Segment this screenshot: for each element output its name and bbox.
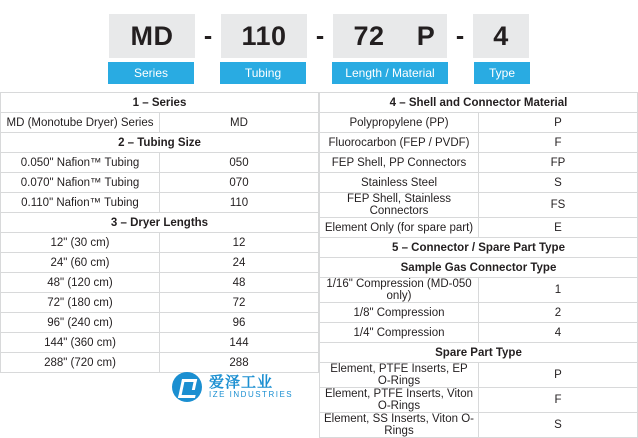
right-column xyxy=(319,92,638,438)
row-code: 4 xyxy=(479,323,638,343)
label-type: Type xyxy=(474,62,530,84)
label-gap-1 xyxy=(194,62,220,84)
table-row xyxy=(320,323,638,343)
table-row xyxy=(1,193,319,213)
row-code: 110 xyxy=(160,193,319,213)
table-row xyxy=(320,173,638,193)
row-code: FP xyxy=(479,153,638,173)
table-row xyxy=(320,113,638,133)
row-desc: 12" (30 cm) xyxy=(1,233,160,253)
left-column xyxy=(0,92,319,373)
row-code: 24 xyxy=(160,253,319,273)
row-code: S xyxy=(479,413,638,438)
left-table xyxy=(0,92,319,373)
table-row xyxy=(1,293,319,313)
row-desc: Stainless Steel xyxy=(320,173,479,193)
part-number-label-row xyxy=(0,62,638,84)
table-row xyxy=(1,353,319,373)
code-material: P xyxy=(405,14,447,58)
section-header-dryer-lengths: 3 – Dryer Lengths xyxy=(1,213,319,233)
section-header-tubing-size: 2 – Tubing Size xyxy=(1,133,319,153)
row-desc: 0.110" Nafion™ Tubing xyxy=(1,193,160,213)
row-desc: 96" (240 cm) xyxy=(1,313,160,333)
table-row xyxy=(1,313,319,333)
table-row xyxy=(320,153,638,173)
part-number-code-row xyxy=(0,14,638,58)
row-code: 144 xyxy=(160,333,319,353)
row-code: 48 xyxy=(160,273,319,293)
code-dash-3: - xyxy=(455,21,465,50)
code-type: 4 xyxy=(473,14,529,58)
code-tubing: 110 xyxy=(221,14,307,58)
code-series: MD xyxy=(109,14,195,58)
table-row xyxy=(320,303,638,323)
section-header-connector-spare-part-type: 5 – Connector / Spare Part Type xyxy=(320,238,638,258)
row-desc: 24" (60 cm) xyxy=(1,253,160,273)
row-desc: Element Only (for spare part) xyxy=(320,218,479,238)
row-code: F xyxy=(479,388,638,413)
table-row xyxy=(1,173,319,193)
right-table xyxy=(319,92,638,438)
row-desc: 72" (180 cm) xyxy=(1,293,160,313)
section-header-row xyxy=(320,93,638,113)
code-dash-1: - xyxy=(203,21,213,50)
row-code: E xyxy=(479,218,638,238)
table-row xyxy=(1,273,319,293)
table-row xyxy=(320,133,638,153)
row-code: 050 xyxy=(160,153,319,173)
label-gap-3 xyxy=(448,62,474,84)
subsection-header-spare-part-type: Spare Part Type xyxy=(320,343,638,363)
subsection-header-sample-gas-connector-type: Sample Gas Connector Type xyxy=(320,258,638,278)
section-header-row xyxy=(1,93,319,113)
row-code: 12 xyxy=(160,233,319,253)
row-desc: 0.050" Nafion™ Tubing xyxy=(1,153,160,173)
table-row xyxy=(320,218,638,238)
subsection-header-row xyxy=(320,258,638,278)
row-code: MD xyxy=(160,113,319,133)
row-desc: Fluorocarbon (FEP / PVDF) xyxy=(320,133,479,153)
label-gap-2 xyxy=(306,62,332,84)
part-number-builder xyxy=(0,0,638,92)
label-tubing: Tubing xyxy=(220,62,306,84)
code-length: 72 xyxy=(333,14,405,58)
code-dash-2: - xyxy=(315,21,325,50)
row-desc: Polypropylene (PP) xyxy=(320,113,479,133)
section-header-shell-connector-material: 4 – Shell and Connector Material xyxy=(320,93,638,113)
row-desc: 1/16" Compression (MD-050 only) xyxy=(320,278,479,303)
row-code: 72 xyxy=(160,293,319,313)
row-desc: FEP Shell, PP Connectors xyxy=(320,153,479,173)
row-desc: 288" (720 cm) xyxy=(1,353,160,373)
row-code: S xyxy=(479,173,638,193)
row-desc: 1/4" Compression xyxy=(320,323,479,343)
section-header-series: 1 – Series xyxy=(1,93,319,113)
row-desc: 1/8" Compression xyxy=(320,303,479,323)
table-row xyxy=(320,278,638,303)
row-desc: 144" (360 cm) xyxy=(1,333,160,353)
watermark-name-cn: 爱泽工业 xyxy=(209,373,274,391)
table-row xyxy=(320,193,638,218)
table-row xyxy=(1,153,319,173)
row-code: 96 xyxy=(160,313,319,333)
watermark-name-en: IZE INDUSTRIES xyxy=(209,389,294,399)
selection-tables xyxy=(0,92,638,438)
table-row xyxy=(1,113,319,133)
label-series: Series xyxy=(108,62,194,84)
section-header-row xyxy=(320,238,638,258)
row-code: 2 xyxy=(479,303,638,323)
table-row xyxy=(320,388,638,413)
subsection-header-row xyxy=(320,343,638,363)
row-code: F xyxy=(479,133,638,153)
row-code: 288 xyxy=(160,353,319,373)
row-desc: Element, PTFE Inserts, Viton O-Rings xyxy=(320,388,479,413)
row-code: FS xyxy=(479,193,638,218)
row-desc: Element, SS Inserts, Viton O-Rings xyxy=(320,413,479,438)
row-desc: Element, PTFE Inserts, EP O-Rings xyxy=(320,363,479,388)
row-desc: 48" (120 cm) xyxy=(1,273,160,293)
section-header-row xyxy=(1,213,319,233)
table-row xyxy=(1,333,319,353)
table-row xyxy=(1,253,319,273)
row-code: 070 xyxy=(160,173,319,193)
row-desc: MD (Monotube Dryer) Series xyxy=(1,113,160,133)
section-header-row xyxy=(1,133,319,153)
row-desc: FEP Shell, Stainless Connectors xyxy=(320,193,479,218)
table-row xyxy=(320,363,638,388)
row-desc: 0.070" Nafion™ Tubing xyxy=(1,173,160,193)
label-length-material: Length / Material xyxy=(332,62,448,84)
row-code: P xyxy=(479,363,638,388)
row-code: 1 xyxy=(479,278,638,303)
table-row xyxy=(1,233,319,253)
row-code: P xyxy=(479,113,638,133)
